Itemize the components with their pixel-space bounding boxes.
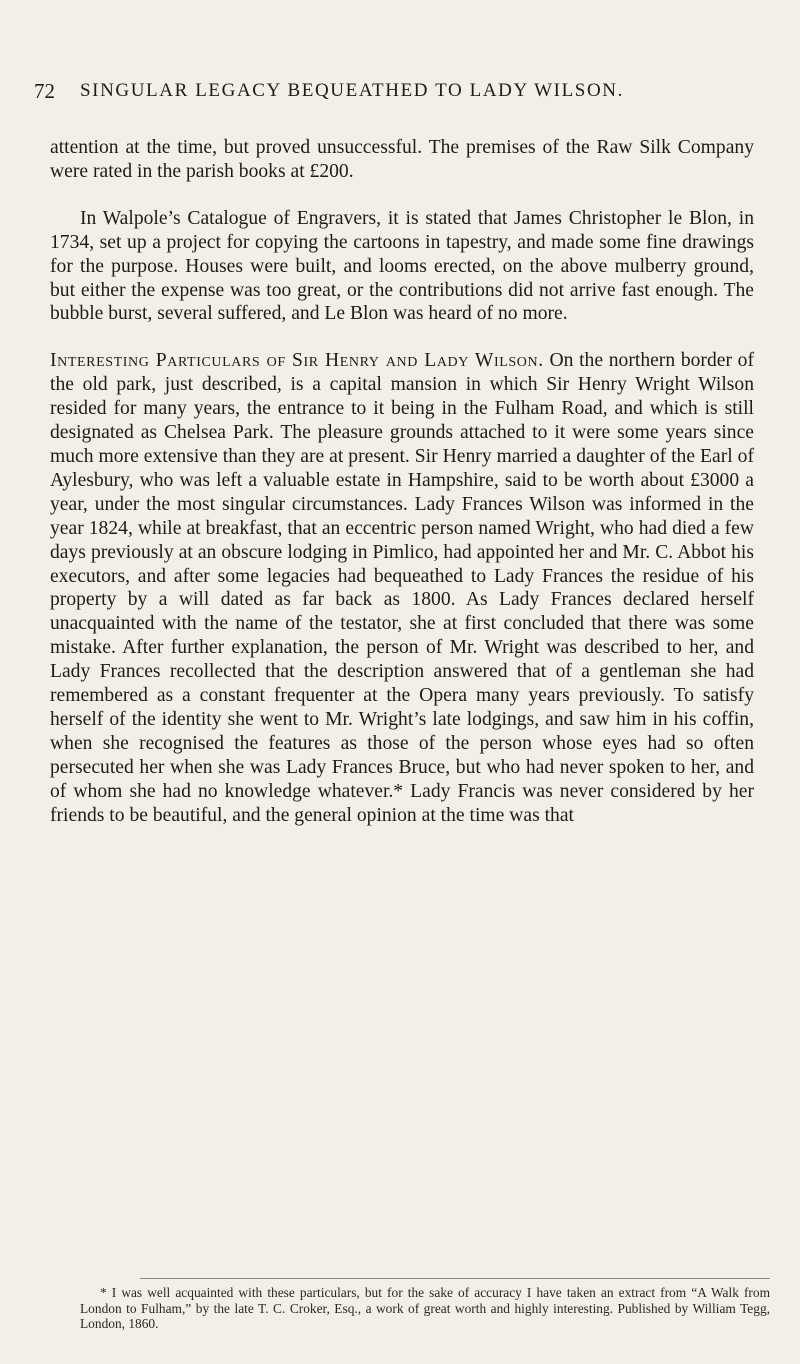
section-text: On the northern border of the old park, just described, is a capital mansion in which Sir Henry Wright Wilson resided for many years, the entrance to it being in the Fulham Road, and which is still designated as Chelsea Park. The pleasure grounds attached to it were some years since much more extensive than they are at present. Sir Henry married a daughter of the Earl of Aylesbury, who was left a valuable estate in Hampshire, said to be worth about £3000 a year, under the most singular circumstances. Lady Frances Wilson was informed in the year 1824, while at breakfast, that an eccentric person named Wright, who had died a few days previously at an obscure lodging in Pimlico, had appointed her and Mr. C. Abbot his executors, and after some legacies had bequeathed to Lady Frances the residue of his property by a will dated as far back as 1800. As Lady Frances declared herself unacquainted with the name of the testator, she at first concluded that there was some mistake. After further explanation, the person of Mr. Wright was described to her, and Lady Frances recollected that the description answered that of a gentleman she had remembered as a constant frequenter at the Opera many years previously. To satisfy herself of the identity she went to Mr. Wright’s late lodgings, and saw him in his coffin, when she recognised the features as those of the person whose eyes had so often persecuted her when she was Lady Frances Bruce, but who had never spoken to her, and of whom she had no knowledge whatever.* Lady Francis was never considered by her friends to be beautiful, and the general opinion at the time was that xyxy=(50,350,755,826)
paragraph-walpole: In Walpole’s Catalogue of Engravers, it is stated that James Christopher le Blon, in 1734, set up a project for copying the cartoons in tapestry, and made some fine drawings for the purpose. Houses were built, and looms erected, on the above mulberry ground, but either the expense was too great, or the contributions did not arrive fast enough. The bubble burst, several suffered, and Le Blon was heard of no more. xyxy=(50,207,754,325)
section-heading: Interesting Particulars of Sir Henry and Lady Wilson. xyxy=(50,350,544,372)
footnote-rule xyxy=(140,1278,770,1279)
footnote: * I was well acquainted with these particulars, but for the sake of accuracy I have taken an extract from “A Walk from London to Fulham,” by the late T. C. Croker, Esq., a work of great worth and highly interesting. Published by William Tegg, London, 1860. xyxy=(80,1285,770,1332)
main-text xyxy=(50,136,754,827)
running-title: SINGULAR LEGACY BEQUEATHED TO LADY WILSON. xyxy=(80,80,624,101)
running-header xyxy=(34,74,754,108)
page-number: 72 xyxy=(34,79,55,103)
section-wilson xyxy=(50,349,754,827)
paragraph-continuation: attention at the time, but proved unsuccessful. The premises of the Raw Silk Company were rated in the parish books at £200. xyxy=(50,137,754,182)
